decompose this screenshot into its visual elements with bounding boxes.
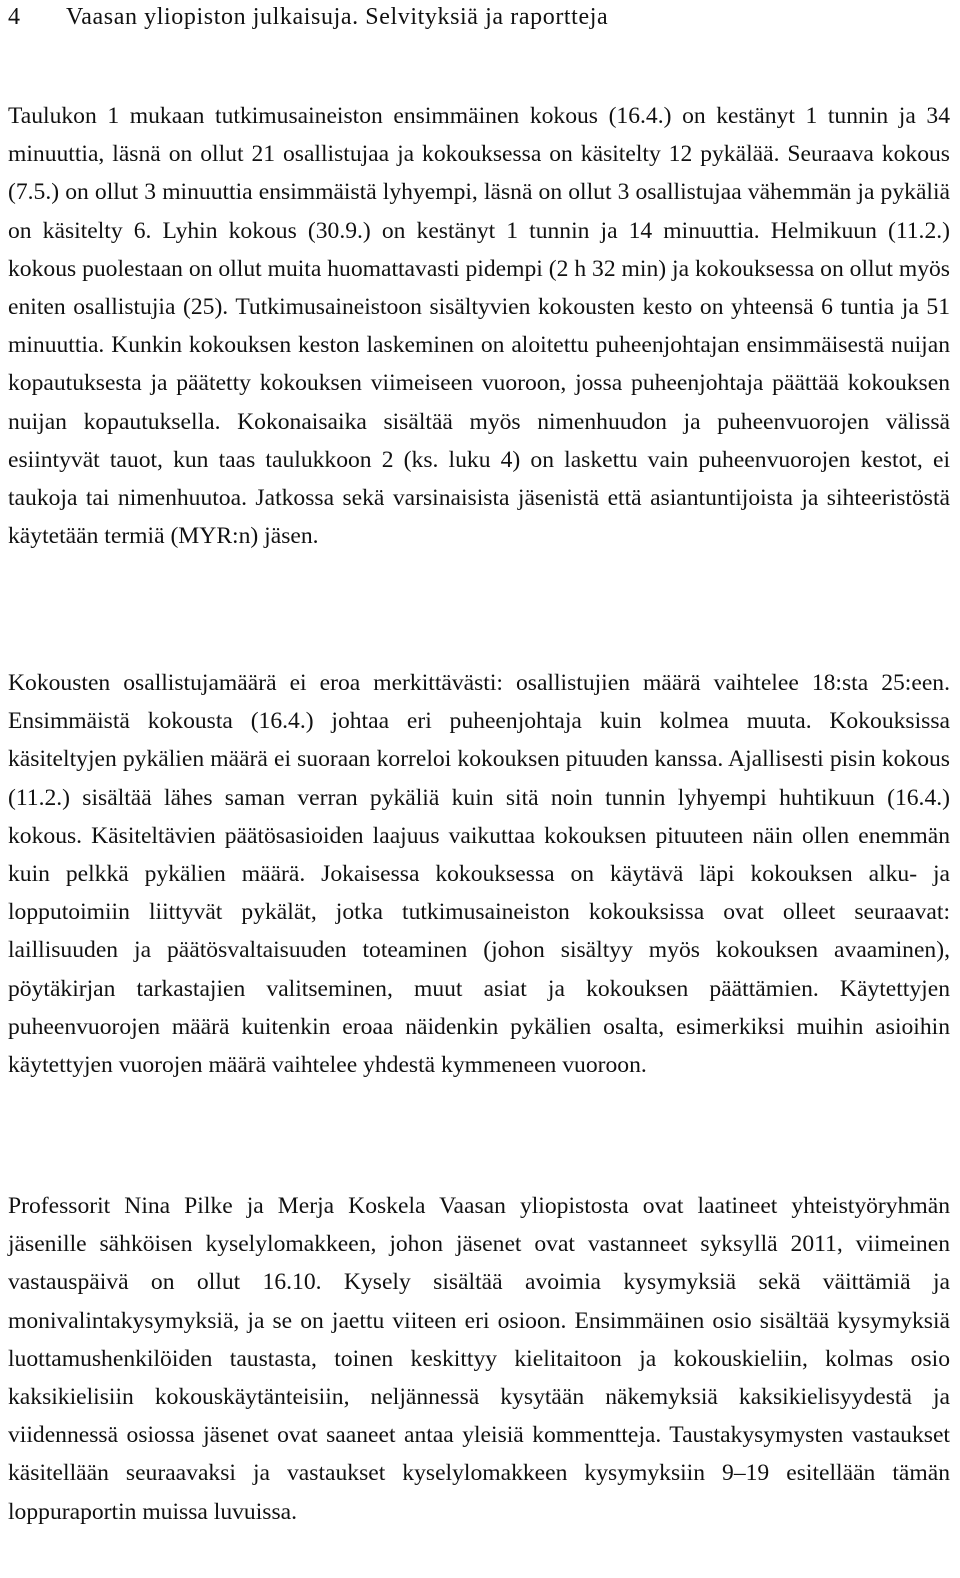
body-paragraph-meeting-durations: Taulukon 1 mukaan tutkimusaineiston ensimmäinen kokous (16.4.) on kestänyt 1 tunnin ja 34 minuuttia, läsnä on ollut 21 osallistujaa ja kokouksessa on käsitelty 12 pykälää. Seuraava kokous (7.5.) on ollut 3 minuuttia ensimmäistä lyhyempi, läsnä on ollut 3 osallistujaa vähemmän ja pykäliä on käsitelty 6. Lyhin kokous (30.9.) on kestänyt 1 tunnin ja 14 minuuttia. Helmikuun (11.2.) kokous puolestaan on ollut muita huomattavasti pidempi (2 h 32 min) ja kokouksessa on ollut myös eniten osallistujia (25). Tutkimusaineistoon sisältyvien kokousten kesto on yhteensä 6 tuntia ja 51 minuuttia. Kunkin kokouksen keston laskeminen on aloitettu puheenjohtajan ensimmäisestä nuijan kopautuksesta ja päätetty kokouksen viimeiseen vuoroon, jossa puheenjohtaja päättää kokouksen nuijan kopautuksella. Kokonaisaika sisältää myös nimenhuudon ja puheenvuorojen välissä esiintyvät tauot, kun taas taulukkoon 2 (ks. luku 4) on laskettu vain puheenvuorojen kestot, ei taukoja tai nimenhuutoa. Jatkossa sekä varsinaisista jäsenistä että asiantuntijoista ja sihteeristöstä käytetään termiä (MYR:n) jäsen.	[8, 103, 950, 550]
series-title: Vaasan yliopiston julkaisuja. Selvityksiä ja raportteja	[66, 4, 609, 30]
body-paragraph-participant-counts: Kokousten osallistujamäärä ei eroa merkittävästi: osallistujien määrä vaihtelee 18:sta 25:een. Ensimmäistä kokousta (16.4.) johtaa eri puheenjohtaja kuin kolmea muuta. Kokouksissa käsiteltyjen pykälien määrä ei suoraan korreloi kokouksen pituuden kanssa. Ajallisesti pisin kokous (11.2.) sisältää lähes saman verran pykäliä kuin sitä noin tunnin lyhyempi huhtikuun (16.4.) kokous. Käsiteltävien päätösasioiden laajuus vaikuttaa kokouksen pituuteen näin ollen enemmän kuin pelkkä pykälien määrä. Jokaisessa kokouksessa on käytävä läpi kokouksen alku- ja lopputoimiin liittyvät pykälät, jotka tutkimusaineiston kokouksissa ovat olleet seuraavat: laillisuuden ja päätösvaltaisuuden toteaminen (johon sisältyy myös kokouksen avaaminen), pöytäkirjan tarkastajien valitseminen, muut asiat ja kokouksen päättämien. Käytettyjen puheenvuorojen määrä kuitenkin eroaa näidenkin pykälien osalta, esimerkiksi muihin asioihin käytettyjen vuorojen määrä vaihtelee yhdestä kymmeneen vuoroon.	[8, 670, 950, 1079]
body-paragraph-survey-description: Professorit Nina Pilke ja Merja Koskela Vaasan yliopistosta ovat laatineet yhteistyöryhmän jäsenille sähköisen kyselylomakkeen, johon jäsenet ovat vastanneet syksyllä 2011, viimeinen vastauspäivä on ollut 16.10. Kysely sisältää avoimia kysymyksiä sekä väittämiä ja monivalintakysymyksiä, ja se on jaettu viiteen eri osioon. Ensimmäinen osio sisältää kysymyksiä luottamushenkilöiden taustasta, toinen keskittyy kielitaitoon ja kokouskieliin, kolmas osio kaksikielisiin kokouskäytänteisiin, neljännessä kysytään näkemyksiä kaksikielisyydestä ja viidennessä osiossa jäsenet ovat saaneet antaa yleisiä kommentteja. Taustakysymysten vastaukset käsitellään seuraavaksi ja vastaukset kyselylomakkeen kysymyksiin 9–19 esitellään tämän loppuraportin muissa luvuissa.	[8, 1193, 950, 1525]
running-header	[8, 0, 608, 34]
page-number: 4	[8, 4, 21, 30]
